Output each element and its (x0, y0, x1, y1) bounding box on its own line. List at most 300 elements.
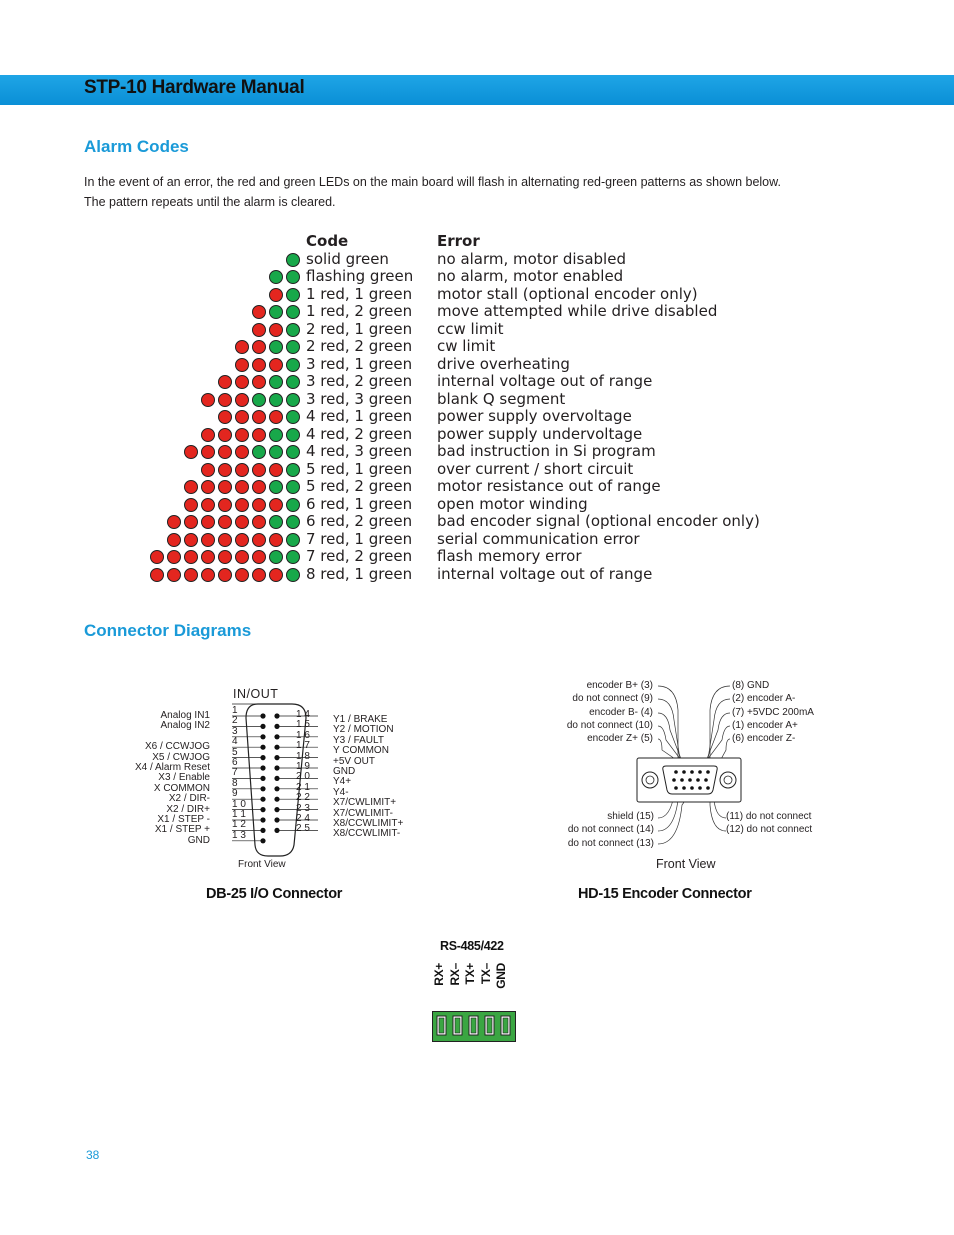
green-led-icon (269, 428, 283, 442)
red-led-icon (218, 393, 232, 407)
hd15-pin-label: (7) +5VDC 200mA (732, 706, 814, 718)
alarm-code: 5 red, 2 green (306, 477, 413, 495)
rs485-terminal-screw (439, 1018, 444, 1033)
db25-pin (274, 745, 279, 750)
db25-pin-number: 2 (232, 715, 238, 727)
db25-pin-number: 1 2 (232, 819, 246, 831)
alarm-error: ccw limit (437, 319, 504, 338)
red-led-icon (218, 568, 232, 582)
hd15-pin-label: do not connect (13) (567, 837, 654, 849)
db25-pin-number: 1 0 (232, 798, 246, 810)
red-led-icon (218, 533, 232, 547)
red-led-icon (235, 568, 249, 582)
alarm-code: 7 red, 2 green (306, 547, 413, 565)
red-led-icon (150, 568, 164, 582)
hd15-pin (698, 770, 702, 774)
db25-pin (260, 828, 265, 833)
green-led-icon (286, 445, 300, 459)
alarm-row (0, 285, 954, 303)
db25-pin-number: 3 (232, 725, 238, 737)
alarm-row (0, 390, 954, 408)
led-pattern (269, 270, 300, 284)
green-led-icon (286, 428, 300, 442)
red-led-icon (252, 375, 266, 389)
led-pattern (269, 288, 300, 302)
db25-pin-number: 4 (232, 736, 238, 748)
alarm-code: 3 red, 2 green (306, 372, 413, 390)
red-led-icon (252, 498, 266, 512)
red-led-icon (218, 463, 232, 477)
hd15-pin-label: encoder B+ (3) (586, 680, 653, 691)
alarm-table-header (0, 232, 954, 250)
hd15-pin (682, 786, 686, 790)
red-led-icon (235, 550, 249, 564)
alarm-row (0, 477, 954, 495)
db25-right-label: Y3 / FAULT (333, 734, 384, 746)
db25-left-label: Analog IN2 (160, 720, 210, 732)
red-led-icon (235, 498, 249, 512)
alarm-row (0, 250, 954, 268)
red-led-icon (235, 480, 249, 494)
hd15-pin-label: (2) encoder A- (732, 693, 796, 705)
red-led-icon (184, 498, 198, 512)
green-led-icon (286, 323, 300, 337)
hd15-pin (680, 778, 684, 782)
alarm-error: no alarm, motor enabled (437, 267, 624, 285)
led-pattern (235, 358, 300, 372)
db25-pin (260, 734, 265, 739)
alarm-row (0, 460, 954, 478)
db25-pin (274, 797, 279, 802)
green-led-icon (286, 358, 300, 372)
red-led-icon (252, 533, 266, 547)
red-led-icon (235, 463, 249, 477)
rs485-pin-label: RX– (447, 963, 462, 986)
hd15-pin (704, 778, 708, 782)
alarm-row (0, 547, 954, 565)
led-pattern (167, 515, 300, 529)
db25-pin-number: 6 (232, 757, 238, 768)
hd15-pin (690, 786, 694, 790)
hd15-pin (706, 786, 710, 790)
alarm-error: serial communication error (437, 529, 640, 548)
red-led-icon (201, 445, 215, 459)
alarm-error: power supply undervoltage (437, 424, 643, 443)
db25-pin (260, 776, 265, 781)
db25-right-label: Y2 / MOTION (333, 724, 394, 736)
rs485-pin-label: RX+ (432, 963, 446, 986)
db25-pin-number: 1 6 (296, 729, 310, 741)
rs485-terminal-screw (471, 1018, 476, 1033)
db25-left-label: X2 / DIR+ (166, 803, 210, 815)
red-led-icon (252, 358, 266, 372)
db25-pin-number: 2 1 (296, 781, 310, 793)
alarm-error: move attempted while drive disabled (437, 302, 718, 320)
alarm-error: bad instruction in Si program (437, 442, 656, 460)
led-pattern (218, 375, 300, 389)
alarm-row (0, 495, 954, 513)
db25-right-label: X7/CWLIMIT- (333, 807, 394, 819)
code-column-header: Code (306, 232, 349, 250)
db25-pin-number: 1 8 (296, 750, 310, 762)
green-led-icon (286, 480, 300, 494)
red-led-icon (235, 393, 249, 407)
alarm-error: over current / short circuit (437, 459, 634, 478)
green-led-icon (286, 533, 300, 547)
db25-left-label: X6 / CCWJOG (144, 741, 210, 753)
led-pattern (201, 393, 300, 407)
db25-pin-number: 1 4 (296, 709, 310, 720)
led-pattern (252, 323, 300, 337)
db25-right-label: X8/CCWLIMIT+ (333, 818, 404, 829)
led-pattern (184, 498, 300, 512)
green-led-icon (252, 445, 266, 459)
hd15-pin-label: (1) encoder A+ (732, 719, 798, 731)
red-led-icon (218, 428, 232, 442)
led-pattern (150, 550, 300, 564)
hd15-pin-label: do not connect (10) (566, 719, 653, 731)
db25-pin-number: 9 (232, 788, 238, 800)
alarm-intro (84, 172, 874, 212)
alarm-code: solid green (306, 249, 389, 268)
red-led-icon (235, 410, 249, 424)
rs485-terminal-screw (455, 1018, 460, 1033)
alarm-error: power supply overvoltage (437, 407, 632, 425)
led-pattern (150, 568, 300, 582)
manual-title: STP-10 Hardware Manual (84, 77, 305, 98)
red-led-icon (235, 428, 249, 442)
hd15-pin-label: (12) do not connect (726, 824, 813, 836)
hd15-pin-label: (11) do not connect (726, 811, 812, 822)
led-pattern (218, 410, 300, 424)
db25-pin (260, 807, 265, 812)
db25-pin (274, 755, 279, 760)
db25-pin-number: 8 (232, 777, 238, 789)
db25-pin (274, 734, 279, 739)
hd15-pin-label: (8) GND (732, 680, 770, 691)
rs485-terminal-block (432, 1011, 516, 1042)
green-led-icon (269, 270, 283, 284)
alarm-code: 2 red, 1 green (306, 319, 413, 338)
red-led-icon (201, 428, 215, 442)
red-led-icon (269, 533, 283, 547)
db25-right-label: Y4+ (333, 776, 352, 788)
alarm-error: drive overheating (437, 354, 570, 373)
alarm-code: 7 red, 1 green (306, 529, 413, 548)
red-led-icon (235, 358, 249, 372)
db25-pin (260, 797, 265, 802)
red-led-icon (167, 515, 181, 529)
green-led-icon (286, 550, 300, 564)
alarm-row (0, 407, 954, 425)
db25-left-label: X2 / DIR- (168, 793, 210, 805)
db25-pin-number: 7 (232, 767, 238, 779)
alarm-row (0, 337, 954, 355)
alarm-error: no alarm, motor disabled (437, 249, 626, 268)
red-led-icon (201, 480, 215, 494)
red-led-icon (201, 515, 215, 529)
alarm-code: 3 red, 3 green (306, 389, 413, 408)
alarm-row (0, 442, 954, 460)
db25-pin-number: 1 9 (296, 761, 310, 772)
red-led-icon (201, 533, 215, 547)
db25-pin (274, 765, 279, 770)
hd15-pin (674, 770, 678, 774)
led-pattern (252, 305, 300, 319)
red-led-icon (269, 463, 283, 477)
db25-left-label: X1 / STEP + (154, 824, 210, 836)
alarm-row (0, 530, 954, 548)
db25-right-label: Y1 / BRAKE (333, 714, 388, 725)
db25-pin (274, 786, 279, 791)
red-led-icon (252, 323, 266, 337)
red-led-icon (167, 568, 181, 582)
alarm-row (0, 320, 954, 338)
green-led-icon (286, 288, 300, 302)
db25-pin-number: 1 5 (296, 719, 310, 731)
alarm-code: 1 red, 2 green (306, 302, 413, 320)
green-led-icon (269, 393, 283, 407)
led-pattern (201, 428, 300, 442)
alarm-code: 4 red, 1 green (306, 407, 413, 425)
green-led-icon (269, 515, 283, 529)
db25-pin (260, 755, 265, 760)
db25-front-view: Front View (238, 859, 286, 870)
red-led-icon (235, 340, 249, 354)
alarm-row (0, 355, 954, 373)
red-led-icon (269, 498, 283, 512)
red-led-icon (218, 515, 232, 529)
db25-right-label: X8/CCWLIMIT- (333, 828, 401, 840)
db25-pin (260, 817, 265, 822)
db25-pin-number: 1 3 (232, 829, 246, 841)
hd15-pin-label: (6) encoder Z- (732, 733, 796, 745)
hd15-pin-label: shield (15) (607, 811, 654, 822)
hd15-pin (690, 770, 694, 774)
red-led-icon (252, 463, 266, 477)
db25-right-label: X7/CWLIMIT+ (333, 797, 397, 809)
db25-pin (274, 713, 279, 718)
alarm-code: 8 red, 1 green (306, 564, 413, 583)
rs485-pin-label: TX– (478, 963, 493, 985)
alarm-row (0, 302, 954, 320)
db25-left-label: X1 / STEP - (157, 814, 210, 825)
alarm-code: 2 red, 2 green (306, 337, 413, 355)
red-led-icon (184, 445, 198, 459)
rs485-pin-label: GND (494, 963, 508, 989)
red-led-icon (269, 410, 283, 424)
db25-pin-number: 2 3 (296, 802, 310, 814)
hd15-pin (706, 770, 710, 774)
alarm-error: cw limit (437, 337, 496, 355)
db25-pin (274, 724, 279, 729)
green-led-icon (286, 340, 300, 354)
red-led-icon (252, 410, 266, 424)
red-led-icon (269, 358, 283, 372)
red-led-icon (235, 533, 249, 547)
green-led-icon (286, 253, 300, 267)
green-led-icon (269, 375, 283, 389)
db25-pin (274, 817, 279, 822)
alarm-row (0, 425, 954, 443)
alarm-error: internal voltage out of range (437, 372, 653, 390)
red-led-icon (269, 323, 283, 337)
led-pattern (235, 340, 300, 354)
red-led-icon (235, 445, 249, 459)
red-led-icon (235, 375, 249, 389)
alarm-error: open motor winding (437, 494, 588, 513)
red-led-icon (184, 568, 198, 582)
red-led-icon (252, 480, 266, 494)
alarm-error: motor resistance out of range (437, 477, 661, 495)
red-led-icon (218, 375, 232, 389)
red-led-icon (252, 568, 266, 582)
alarm-code: 4 red, 2 green (306, 424, 413, 443)
red-led-icon (201, 498, 215, 512)
green-led-icon (286, 568, 300, 582)
alarm-error: bad encoder signal (optional encoder only) (437, 512, 760, 530)
red-led-icon (218, 550, 232, 564)
alarm-row (0, 267, 954, 285)
green-led-icon (286, 498, 300, 512)
db25-pin (260, 724, 265, 729)
rs485-pin-label: TX+ (463, 963, 477, 985)
db25-pin (260, 765, 265, 770)
db25-pin (274, 828, 279, 833)
db25-pin (274, 807, 279, 812)
hd15-pin-label: encoder Z+ (5) (587, 733, 653, 745)
db25-pin (260, 838, 265, 843)
green-led-icon (286, 463, 300, 477)
led-pattern (201, 463, 300, 477)
alarm-codes-heading: Alarm Codes (84, 137, 189, 156)
alarm-error: motor stall (optional encoder only) (437, 284, 698, 303)
alarm-row (0, 512, 954, 530)
red-led-icon (252, 340, 266, 354)
green-led-icon (269, 445, 283, 459)
red-led-icon (184, 550, 198, 564)
db25-left-label: X3 / Enable (158, 772, 210, 784)
alarm-code: 6 red, 2 green (306, 512, 413, 530)
db25-left-label: Analog IN1 (160, 710, 210, 721)
led-pattern (286, 253, 300, 267)
db25-pin-number: 1 7 (296, 740, 310, 752)
db25-left-label: X COMMON (153, 782, 210, 794)
hd15-pin-label: do not connect (14) (567, 824, 654, 836)
red-led-icon (269, 288, 283, 302)
red-led-icon (269, 568, 283, 582)
alarm-error: internal voltage out of range (437, 564, 653, 583)
hd15-mount-hole-right-inner (724, 776, 732, 784)
db25-pin-number: 1 (232, 705, 238, 716)
rs485-title: RS-485/422 (440, 939, 504, 953)
red-led-icon (184, 480, 198, 494)
hd15-pin (688, 778, 692, 782)
db25-pin-number: 2 0 (296, 771, 310, 783)
hd15-pin (698, 786, 702, 790)
red-led-icon (218, 480, 232, 494)
led-pattern (167, 533, 300, 547)
db25-pin (260, 713, 265, 718)
green-led-icon (286, 393, 300, 407)
hd15-pin-label: do not connect (9) (572, 693, 653, 705)
hd15-pin-label: encoder B- (4) (589, 706, 653, 718)
db25-title: IN/OUT (233, 687, 279, 701)
red-led-icon (184, 533, 198, 547)
hd15-mount-hole-left-inner (646, 776, 654, 784)
rs485-terminal-screw (503, 1018, 508, 1033)
page-number: 38 (86, 1148, 100, 1162)
green-led-icon (286, 410, 300, 424)
led-pattern (184, 445, 300, 459)
alarm-code: flashing green (306, 267, 414, 285)
alarm-row (0, 565, 954, 583)
red-led-icon (218, 498, 232, 512)
alarm-row (0, 372, 954, 390)
red-led-icon (167, 550, 181, 564)
alarm-error: flash memory error (437, 547, 582, 565)
red-led-icon (201, 550, 215, 564)
hd15-caption: HD-15 Encoder Connector (578, 886, 752, 902)
db25-pin-number: 2 5 (296, 823, 310, 835)
green-led-icon (269, 340, 283, 354)
red-led-icon (167, 533, 181, 547)
green-led-icon (252, 393, 266, 407)
red-led-icon (252, 515, 266, 529)
db25-right-label: Y4- (333, 786, 349, 798)
connector-diagrams-heading: Connector Diagrams (84, 621, 252, 640)
alarm-code: 3 red, 1 green (306, 354, 413, 373)
alarm-code: 6 red, 1 green (306, 494, 413, 513)
red-led-icon (218, 445, 232, 459)
db25-caption: DB-25 I/O Connector (206, 886, 343, 902)
red-led-icon (184, 515, 198, 529)
green-led-icon (269, 480, 283, 494)
green-led-icon (286, 305, 300, 319)
red-led-icon (252, 550, 266, 564)
db25-left-label: X5 / CWJOG (152, 751, 210, 763)
hd15-pin (672, 778, 676, 782)
rs485-terminal-screw (487, 1018, 492, 1033)
green-led-icon (286, 270, 300, 284)
hd15-pin (682, 770, 686, 774)
db25-left-label: GND (187, 834, 210, 846)
red-led-icon (201, 568, 215, 582)
green-led-icon (286, 375, 300, 389)
alarm-code: 1 red, 1 green (306, 284, 413, 303)
led-pattern (184, 480, 300, 494)
alarm-code: 5 red, 1 green (306, 459, 413, 478)
db25-left-label: X4 / Alarm Reset (134, 762, 210, 773)
hd15-pin (674, 786, 678, 790)
db25-right-label: GND (333, 766, 356, 777)
db25-pin-number: 1 1 (232, 809, 246, 820)
db25-pin-number: 5 (232, 746, 238, 758)
alarm-intro-line2: The pattern repeats until the alarm is cleared. (84, 195, 336, 209)
red-led-icon (201, 393, 215, 407)
alarm-intro-line1: In the event of an error, the red and green LEDs on the main board will flash in alternating red-green patterns as shown below. (84, 175, 781, 189)
green-led-icon (269, 550, 283, 564)
db25-pin (260, 745, 265, 750)
hd15-front-view: Front View (656, 857, 716, 871)
red-led-icon (218, 410, 232, 424)
red-led-icon (201, 463, 215, 477)
db25-right-label: Y COMMON (333, 745, 389, 757)
green-led-icon (286, 515, 300, 529)
hd15-pin (696, 778, 700, 782)
hd15-drawing (630, 680, 750, 850)
green-led-icon (269, 305, 283, 319)
